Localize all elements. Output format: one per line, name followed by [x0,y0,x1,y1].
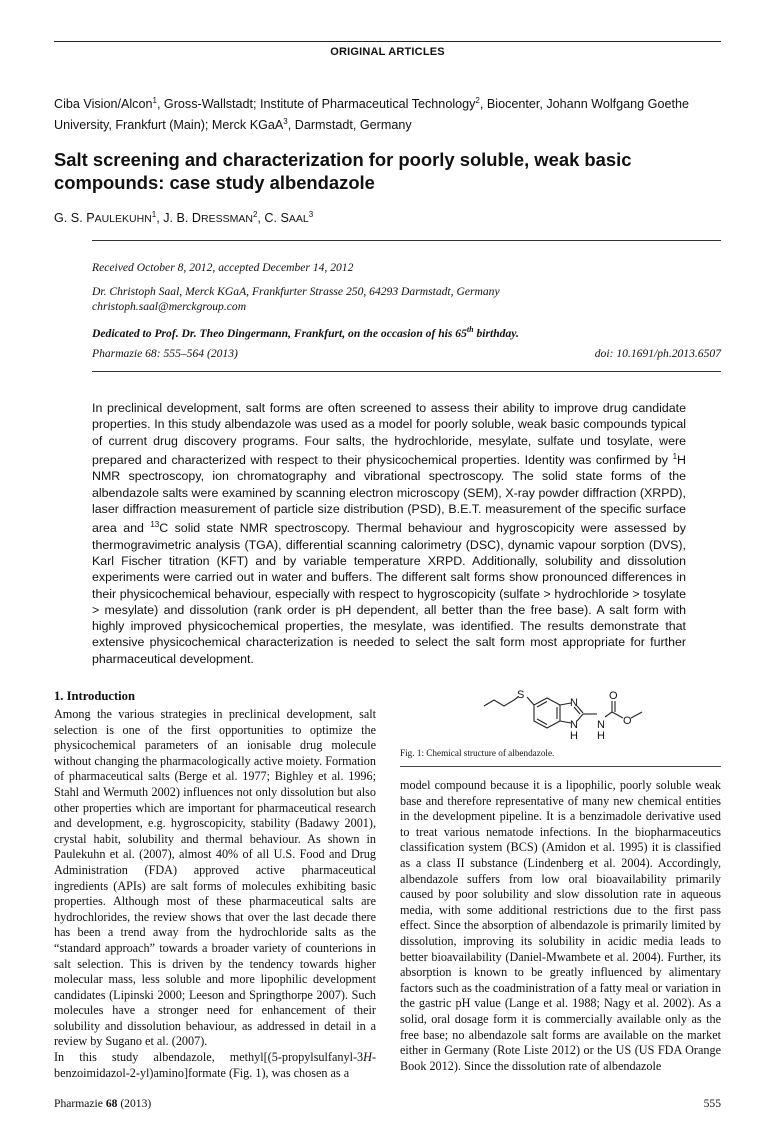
dedication: Dedicated to Prof. Dr. Theo Dingermann, Frankfurt, on the occasion of his 65th birthday. [92,325,519,340]
correspondence-email[interactable]: christoph.saal@merckgroup.com [92,300,247,313]
figure-caption-rule [400,766,721,767]
atom-n-amide: N [597,719,605,731]
section-heading: 1. Introduction [54,689,135,703]
figure-caption: Fig. 1: Chemical structure of albendazole. [400,748,555,758]
atom-s: S [517,689,525,701]
right-column [400,778,721,1074]
intro-paragraph-continued: model compound because it is a lipophilic, poorly soluble weak base and therefore representative of many new chemical entities in the development pipeline. It is a benzimadole derivative used to treat various nematode infections. In the biopharmaceutics classification system (BCS) (Amidon et al. 1995) it is classified as a class II substance (Lindenberg et al. 2004). Accordingly, albendazole suffers from low oral bioavailability primarily caused by poor solubility and slow dissolution rate in aqueous media, with some additional restrictions due to the first pass effect. Since the absorption of albendazole is primarily limited by dissolution, improving its solubility in acidic media leads to better bioavailability (Daniel-Mwambete et al. 2004). Further, its absorption is known to be greatly influenced by alimentary factors such as the coadministration of a fatty meal or variation in the gastric pH value (Lange et al. 1988; Nagy et al. 2002). As a solid, oral dosage form it is commercially available only as the free base; no albendazole salt forms are available on the market either in Germany (Rote Liste 2012) or the US (US FDA Orange Book 2012). Since the dissolution rate of albendazole [400,778,721,1073]
atom-h-ring: H [570,730,578,742]
benzene-ring [534,698,560,728]
atom-o-ester: O [623,715,632,727]
left-column [54,689,376,1081]
correspondence-address: Dr. Christoph Saal, Merck KGaA, Frankfurter Strasse 250, 64293 Darmstadt, Germany [92,285,500,298]
doi-link[interactable]: doi: 10.1691/ph.2013.6507 [594,347,721,360]
structure-bonds [484,697,642,728]
journal-citation: Pharmazie 68: 555–564 (2013) [92,347,238,360]
footer-journal: Pharmazie 68 (2013) [54,1097,152,1110]
atom-o-carbonyl: O [609,690,618,702]
atom-n-ring: N [570,697,578,709]
atom-nh-ring: N [570,719,578,731]
atom-h-amide: H [597,730,605,742]
meta-rule-bottom [92,371,721,372]
affiliations: Ciba Vision/Alcon$^1$, Gross-Wallstadt; Institute of Pharmaceutical Technology$^2$, Biocenter, Johann Wolfgang Goethe University, Frankfurt (Main); Merck KGaA$^3$, Darmstadt, Germany [54,96,689,133]
received-dates: Received October 8, 2012, accepted December 14, 2012 [92,261,354,274]
bond-carbonyl-ester [612,712,623,718]
meta-rule-top [92,240,721,241]
albendazole-structure-figure [400,684,721,754]
bond-ester-methyl [631,712,642,718]
article-title [54,148,721,194]
propyl-chain [484,700,514,706]
intro-paragraph-1: Among the various strategies in preclinical development, salt selection is one of the first opportunities to optimize the physicochemical parameters of an ionisable drug molecule without changing the pharmacologically active moiety. Formation of pharmaceutical salts (Berge et al. 1977; Bighley et al. 1996; Stahl and Wermuth 2002) influences not only dissolution but also other properties which are important for pharmaceutical research and development, e.g. hygroscopicity, stability (Badawy 2001), crystal habit, solubility and thermal behaviour. As shown in Paulekuhn et al. (2007), almost 40% of all U.S. Food and Drug Administration (FDA) approved active pharmaceutical ingredients (APIs) are salt forms of molecules exhibiting basic properties. Although most of these pharmaceutical salts are hydrochlorides, the review shows that over the last decade there has been a trend away from the hydrochloride salts as the “standard approach” towards a broader variety of counterions in salt selection. This is driven by the tendency towards higher molecular mass, less soluble and more lipophilic development candidates (Lipinski 2000; Leeson and Springthorpe 2007). Such molecules have a stronger need for enhancement of their solubility and dissolution behaviour, as addressed in detail in a review by Sugano et al. (2007). [54,707,376,1049]
section-label: ORIGINAL ARTICLES [330,46,445,58]
page-number: 555 [703,1097,721,1110]
title-line-2: compounds: case study albendazole [54,172,375,193]
bond-nh-carbonyl [605,712,612,717]
bond-s-ring [527,697,534,705]
abstract: In preclinical development, salt forms are often screened to assess their ability to improve drug candidate properties. In this study albendazole was used as a model for poorly soluble, weak basic compounds typical of current drug discovery programs. Four salts, the hydrochloride, mesylate, sulfate und tosylate, were prepared and characterized with respect to their physicochemical properties. Identity was confirmed by $^1$H NMR spectroscopy, ion chromatography and vibrational spectroscopy. The solid state forms of the albendazole salts were examined by scanning electron microscopy (SEM), X-ray powder diffraction (XRPD), laser diffraction measurement of particle size distribution (PSD), B.E.T. measurement of the specific surface area and $^{13}$C solid state NMR spectroscopy. Thermal behaviour and hygroscopicity were assessed by thermogravimetric analysis (TGA), differential scanning calorimetry (DSC), dynamic vapour sorption (DVS), Karl Fischer titration (KFT) and by variable temperature XRPD. Additionally, solubility and dissolution experiments were carried out in water and buffers. The different salt forms show pronounced differences in their physicochemical behaviour, especially with respect to hygroscopicity (sulfate > hydrochloride > tosylate > mesylate) and dissolution (rank order is pH dependent, all better than the free base). A salt form with highly improved physicochemical properties, the mesylate, was identified. The results demonstrate that extensive physicochemical characterization is needed to select the salt form most appropriate for further pharmaceutical development. [92,401,687,666]
intro-paragraph-2: In this study albendazole, methyl[(5-propylsulfanyl-3H-benzoimidazol-2-yl)amino]formate (Fig. 1), was chosen as a [54,1050,376,1080]
top-rule [54,41,721,42]
author-list: G. S. PAULEKUHN$^1$, J. B. DRESSMAN$^2$, C. SAAL$^3$ [54,210,314,226]
title-line-1: Salt screening and characterization for poorly soluble, weak basic [54,149,632,170]
